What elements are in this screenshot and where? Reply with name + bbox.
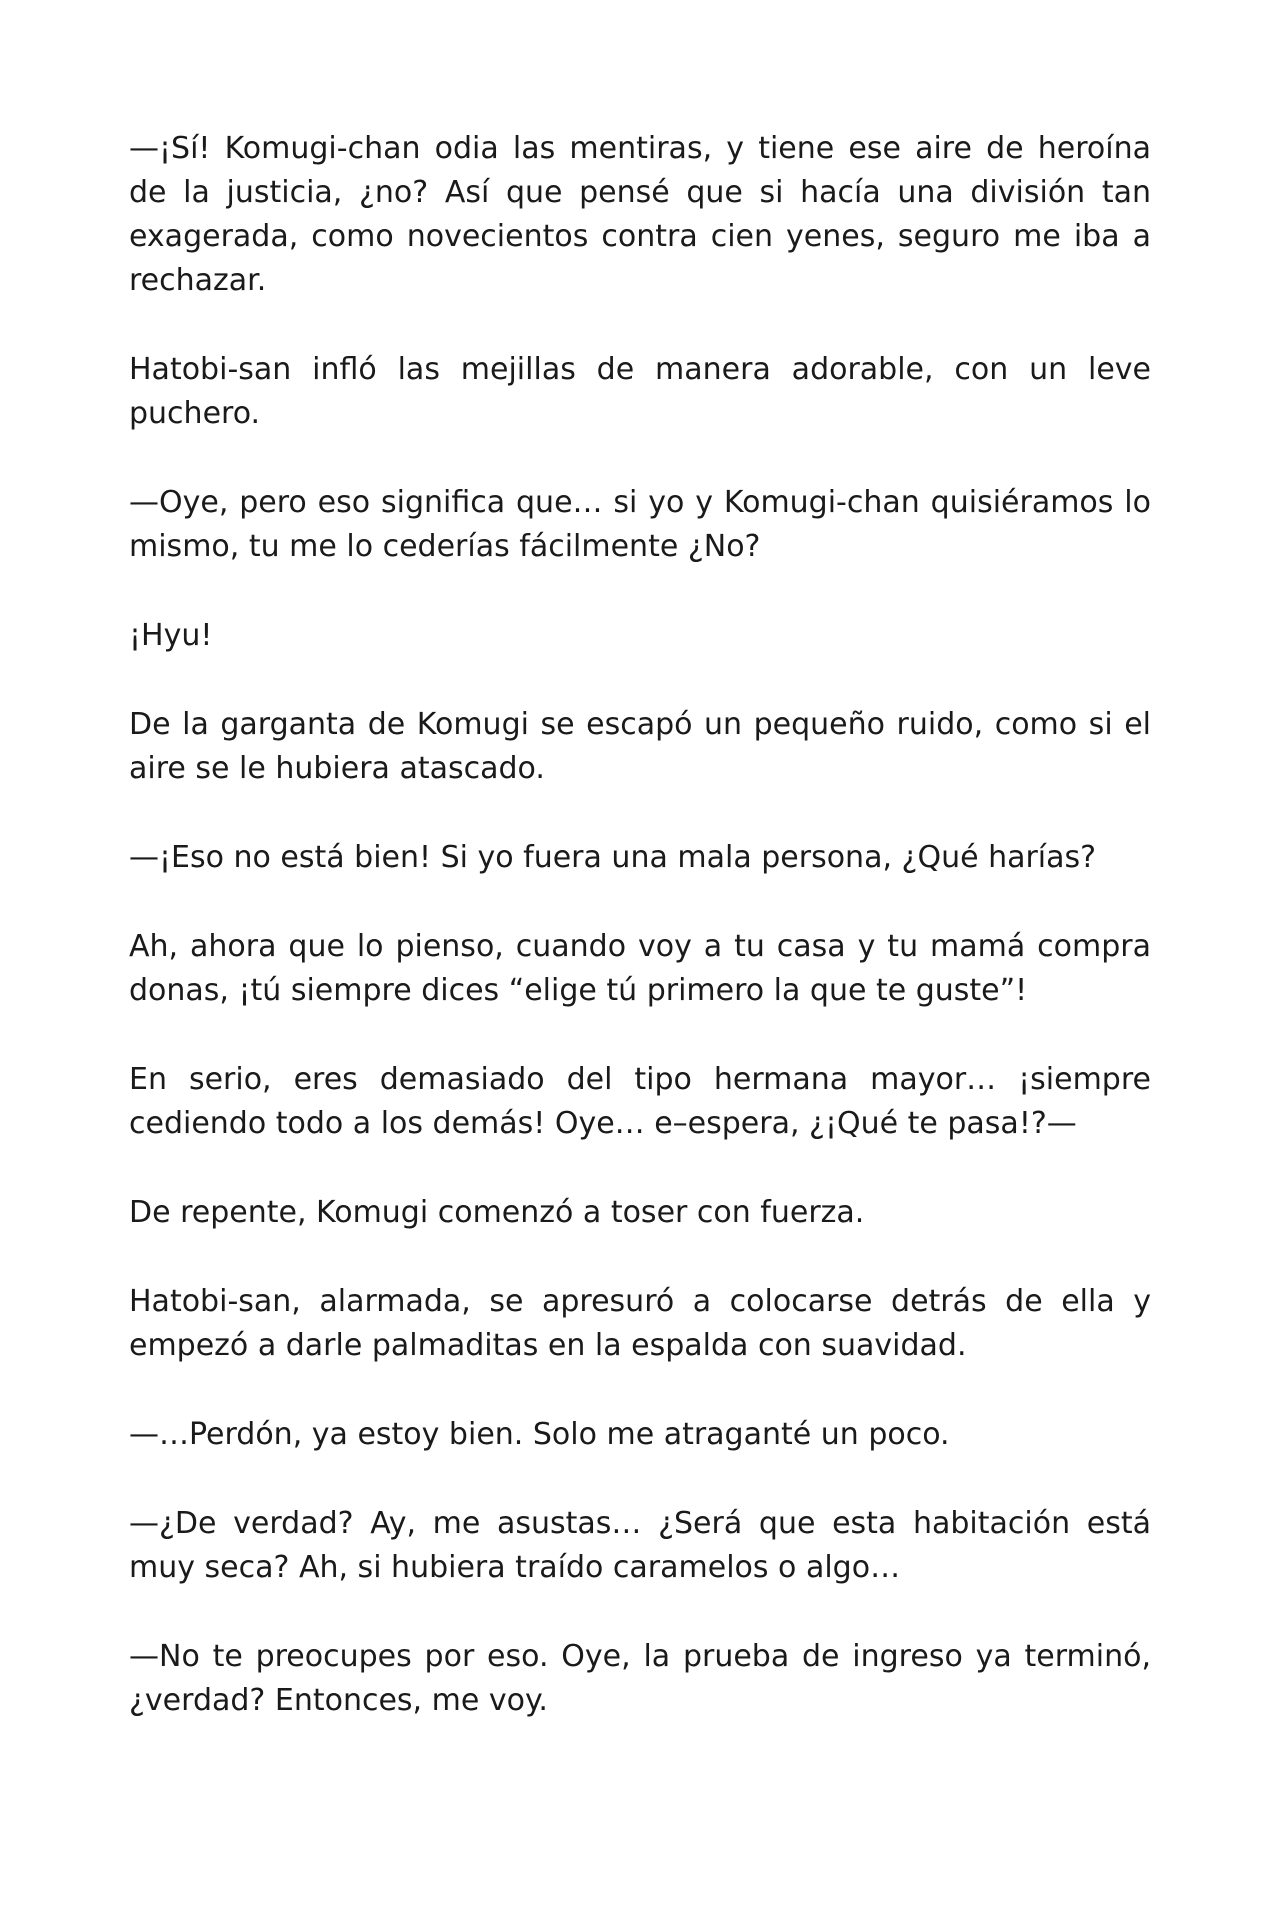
paragraph-3: —Oye, pero eso significa que… si yo y Komugi-chan quisiéramos lo mismo, tu me lo cederías fácilmente ¿No? <box>129 485 1151 564</box>
paragraph-13: —No te preocupes por eso. Oye, la prueba de ingreso ya terminó, ¿verdad? Entonces, me voy. <box>129 1639 1151 1718</box>
paragraph-9: De repente, Komugi comenzó a toser con fuerza. <box>129 1195 865 1230</box>
paragraph-7: Ah, ahora que lo pienso, cuando voy a tu casa y tu mamá compra donas, ¡tú siempre dices “elige tú primero la que te guste”! <box>129 929 1151 1008</box>
paragraph-10: Hatobi-san, alarmada, se apresuró a colocarse detrás de ella y empezó a darle palmaditas en la espalda con suavidad. <box>129 1284 1151 1363</box>
paragraph-11: —…Perdón, ya estoy bien. Solo me atraganté un poco. <box>129 1417 950 1452</box>
paragraph-1: —¡Sí! Komugi-chan odia las mentiras, y tiene ese aire de heroína de la justicia, ¿no? Así que pensé que si hacía una división tan exagerada, como novecientos contra cien yenes, seguro me iba a rechazar. <box>129 131 1151 298</box>
paragraph-4: ¡Hyu! <box>129 618 213 653</box>
paragraph-8: En serio, eres demasiado del tipo hermana mayor… ¡siempre cediendo todo a los demás! Oye… e–espera, ¿¡Qué te pasa!?— <box>129 1062 1151 1141</box>
paragraph-12: —¿De verdad? Ay, me asustas… ¿Será que esta habitación está muy seca? Ah, si hubiera traído caramelos o algo… <box>129 1506 1151 1585</box>
paragraph-6: —¡Eso no está bien! Si yo fuera una mala persona, ¿Qué harías? <box>129 840 1097 875</box>
paragraph-2: Hatobi-san infló las mejillas de manera adorable, con un leve puchero. <box>129 352 1151 431</box>
paragraph-5: De la garganta de Komugi se escapó un pequeño ruido, como si el aire se le hubiera atascado. <box>129 707 1151 786</box>
